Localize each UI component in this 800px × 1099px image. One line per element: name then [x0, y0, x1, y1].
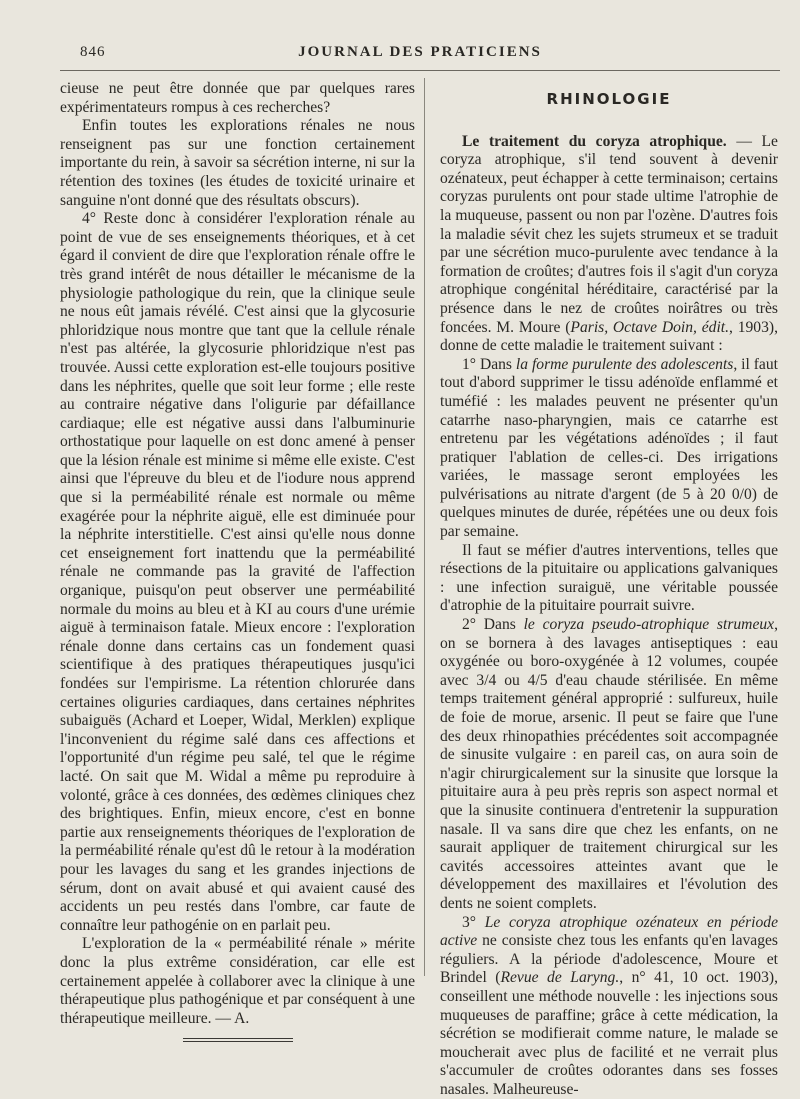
header-rule: [60, 70, 780, 71]
paragraph: [440, 914, 778, 1099]
journal-title: JOURNAL DES PRATICIENS: [298, 44, 542, 60]
paragraph: [440, 356, 778, 542]
text-run: , n° 41, 10 oct. 1903), conseillent une méthode nouvelle : les injections sous muqueuses de paraffine; grâce à cette médication, la sécrétion se modifierait comme nature, le malade se moucherait avec plus de facilité et ne verrait plus s'accumuler de croûtes odorantes dans ses fosses nasales. Malheureuse-: [440, 969, 778, 1098]
emphasis: le coryza pseudo-atrophique strumeux: [523, 616, 775, 634]
left-column: [60, 80, 415, 1042]
citation: Revue de Laryng.: [500, 969, 620, 987]
text-run: 3°: [462, 913, 485, 931]
column-divider: [424, 78, 425, 976]
page-header: [60, 44, 780, 66]
text-run: , 1903), donne de cette maladie le traitement suivant :: [440, 318, 778, 355]
text-run: 1° Dans: [462, 355, 516, 373]
paragraph: Enfin toutes les explorations rénales ne nous renseignent pas sur une fonction certainement importante du rein, à savoir sa sécrétion interne, ni sur la rétention des toxines (les études de toxicité urinaire et sanguine n'ont donné que des résultats obscurs).: [60, 117, 415, 209]
paragraph: [440, 616, 778, 914]
text-run: — Le coryza atrophique, s'il tend souvent à devenir ozénateux, peut échapper à cette terminaison; certains coryzas purulents ont pour stade ultime l'atrophie de la muqueuse, passent ou non par l'ozène. D'autres fois la maladie sévit chez les sujets strumeux et se traduit par une sécrétion muco-purulente avec tendance à la formation de croûtes; d'autres fois il s'agit d'un coryza atrophique congénital héréditaire, caractérisé par la présence dans le nez de croûtes noirâtres ou très foncées. M. Moure (: [440, 132, 778, 336]
article-heading: Le traitement du coryza atrophique.: [462, 132, 727, 150]
text-run: , on se bornera à des lavages antiseptiques : eau oxygénée ou boro-oxygénée à 12 volumes, coupée avec 3/4 ou 4/5 d'eau chaude stérilisée. En même temps traitement général approprié : sulfureux, huile de foie de morue, arsenic. Il peut se faire que l'une des deux rhinopathies précédentes soit accompagnée de sinusite vulgaire : en pareil cas, on aura soin de n'agir chirurgicalement sur la sinusite que lorsque la pituitaire aura à peu près repris son aspect normal et que la sinusite continuera d'entretenir la suppuration nasale. Il va sans dire que chez les enfants, on ne saurait appliquer de traitement chirurgical sur les cavités accessoires atteintes avant que le développement des maxillaires et l'évolution des dents ne soient complets.: [440, 616, 778, 912]
paragraph: cieuse ne peut être donnée que par quelques rares expérimentateurs rompus à ces recherches?: [60, 80, 415, 116]
text-run: ne consiste chez tous les enfants qu'en lavages réguliers. A la période d'adolescence, Moure et Brindel (: [440, 932, 778, 987]
emphasis: la forme purulente des adolescents: [515, 355, 734, 373]
page-number: 846: [80, 44, 106, 60]
paragraph: L'exploration de la « perméabilité rénale » mérite donc la plus extrême considération, car elle est certainement appelée à collaborer avec la clinique à une thérapeutique plus pathogénique et par conséquent à une thérapeutique meilleure. — A.: [60, 935, 415, 1027]
right-column: [440, 80, 778, 1099]
citation: Paris, Octave Doin, édit.: [570, 318, 730, 336]
article-end-rule: [183, 1038, 293, 1042]
paragraph: 4° Reste donc à considérer l'exploration rénale au point de vue de ses enseignements théoriques, et à cet égard il convient de dire que l'exploration rénale offre le très grand intérêt de nous détailler le mécanisme de la physiologie pathologique du rein, que la clinique seule ne nous eût jamais révélé. C'est ainsi que la glycosurie phloridzique nous montre que tant que la cellule rénale n'est pas altérée, la glycosurie phloridzique n'est pas trouvée. Aussi cette exploration est-elle toujours positive dans les néphrites, quelle que soit leur forme ; elle reste au contraire négative dans l'oligurie par défaillance cardiaque; elle est négative aussi dans l'albuminurie orthostatique pour laquelle on est donc amené à penser que la lésion rénale est minime si même elle existe. C'est ainsi que l'épreuve du bleu et de l'iodure nous apprend que si la perméabilité rénale est normale ou même exagérée pour la néphrite aiguë, elle est diminuée pour la néphrite interstitielle. C'est ainsi qu'elle nous donne cet enseignement fort inattendu que la perméabilité rénale ne commande pas la gravité de l'affection organique, puisqu'on peut observer une perméabilité normale du moins au bleu et à KI au cours d'une urémie aiguë à terminaison fatale. Mieux encore : l'exploration rénale donne dans certains cas un fondement quasi scientifique à des pratiques thérapeutiques jusqu'ici fondées sur l'empirisme. La rétention chlorurée dans certaines oliguries cardiaques, dans certaines néphrites subaiguës (Achard et Loeper, Widal, Merklen) explique l'inconvenient du régime salé dans ces affections et l'opportunité d'un régime peu salé, tel que le régime lacté. On sait que M. Widal a même pu reproduire à volonté, grâce à ces données, des œdèmes cliniques chez des brightiques. Enfin, mieux encore, c'est en bonne partie aux renseignements théoriques de l'exploration de la perméabilité rénale qu'est dû le retour à la modération pour les lavages du sang et les grandes injections de sérum, dont on avait abusé et qui avaient causé des accidents un peu restés dans l'ombre, car faute de connaître leur pathogénie on en parlait peu.: [60, 210, 415, 934]
text-run: , il faut tout d'abord supprimer le tissu adénoïde enflammé et tuméfié : les malades peuvent ne présenter qu'un catarrhe naso-pharyngien, mais ce catarrhe est entretenu par les végétations adénoïdes ; il faut pratiquer l'ablation de celles-ci. Des irrigations variées, le massage seront employées les pulvérisations au nitrate d'argent (de 5 à 20 0/0) de quelques minutes de durée, répétées une ou deux fois par semaine.: [440, 355, 778, 541]
text-run: 2° Dans: [462, 616, 524, 634]
emphasis: Le coryza atrophique ozénateux en période active: [440, 913, 778, 950]
section-title: RHINOLOGIE: [546, 90, 672, 108]
paragraph: [440, 133, 778, 356]
paragraph: Il faut se méfier d'autres interventions, telles que résections de la pituitaire ou applications galvaniques : une infection suraiguë, une véritable poussée d'atrophie de la pituitaire pourrait suivre.: [440, 541, 778, 615]
